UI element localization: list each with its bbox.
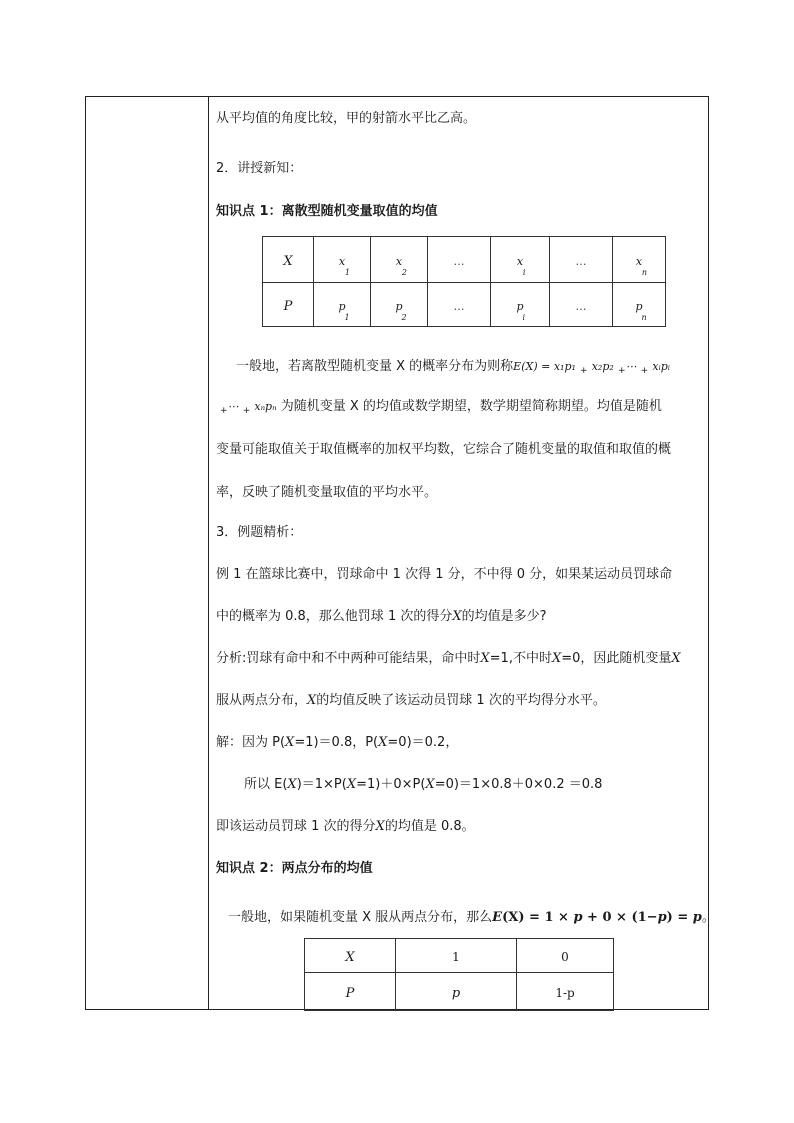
table-row — [305, 939, 614, 973]
definition-line-4: 率，反映了随机变量取值的平均水平。 — [216, 485, 438, 500]
table-cell: p 2 — [371, 283, 428, 327]
table-cell: x i — [491, 237, 550, 283]
solution-line1: 解：因为 P(X=1)＝0.8，P(X=0)＝0.2， — [216, 735, 459, 750]
table-cell: P — [305, 973, 396, 1011]
table-row — [305, 973, 614, 1011]
lesson-table — [85, 96, 715, 1010]
table-cell: p 1 — [314, 283, 371, 327]
table-cell: 1-p — [517, 973, 614, 1011]
column-divider — [208, 97, 209, 1009]
definition-line-2: $_+$⋯ $_+$ xₙpₙ 为随机变量 X 的均值或数学期望，数学期望简称期望。均值是随机 — [220, 399, 662, 416]
table-cell: p — [396, 973, 517, 1011]
table-cell: x n — [613, 237, 666, 283]
definition-line-3: 变量可能取值关于取值概率的加权平均数，它综合了随机变量的取值和取值的概 — [216, 442, 672, 457]
table-cell: … — [428, 237, 491, 283]
content-column — [216, 97, 715, 1009]
table-cell: x 2 — [371, 237, 428, 283]
table-cell: … — [550, 237, 613, 283]
table-cell: X — [305, 939, 396, 973]
table-cell: X — [263, 237, 314, 283]
table-cell: p i — [491, 283, 550, 327]
table-cell: … — [428, 283, 491, 327]
knowledge2-title: 知识点 2：两点分布的均值 — [216, 861, 373, 876]
section2-heading: 2．讲授新知： — [216, 161, 303, 176]
table-cell: … — [550, 283, 613, 327]
conclusion-line: 即该运动员罚球 1 次的得分X的均值是 0.8。 — [216, 819, 475, 834]
table-cell: 0 — [517, 939, 614, 973]
distribution-table-2 — [304, 938, 614, 1011]
solution-line2: 所以 E(X)＝1×P(X=1)＋0×P(X=0)＝1×0.8＋0×0.2 ＝0.8 — [244, 777, 603, 792]
two-point-line: 一般地，如果随机变量 X 服从两点分布，那么E(X) = 1 × p + 0 × (1−p) = p。 — [228, 910, 715, 925]
table-row — [263, 237, 666, 283]
definition-line-1: 一般地，若离散型随机变量 X 的概率分布为则称E(X) = x₁p₁ $_+$ x₂p₂ $_+$⋯ $_+$ xᵢpᵢ — [236, 359, 670, 376]
table-cell: p n — [613, 283, 666, 327]
example1-line1: 例 1 在篮球比赛中，罚球命中 1 次得 1 分，不中得 0 分，如果某运动员罚球命 — [216, 567, 673, 582]
distribution-table-1 — [262, 236, 666, 327]
table-row — [263, 283, 666, 327]
example1-line2: 中的概率为 0.8，那么他罚球 1 次的得分X的均值是多少? — [216, 609, 547, 624]
knowledge1-title: 知识点 1：离散型随机变量取值的均值 — [216, 204, 438, 219]
table-cell: 1 — [396, 939, 517, 973]
analysis-line2: 服从两点分布，X的均值反映了该运动员罚球 1 次的平均得分水平。 — [216, 693, 606, 708]
table-cell: x 1 — [314, 237, 371, 283]
intro-line: 从平均值的角度比较，甲的射箭水平比乙高。 — [216, 111, 477, 126]
table-cell: P — [263, 283, 314, 327]
analysis-line1: 分析:罚球有命中和不中两种可能结果，命中时X=1,不中时X=0，因此随机变量X — [216, 651, 681, 666]
section3-heading: 3．例题精析： — [216, 525, 303, 540]
